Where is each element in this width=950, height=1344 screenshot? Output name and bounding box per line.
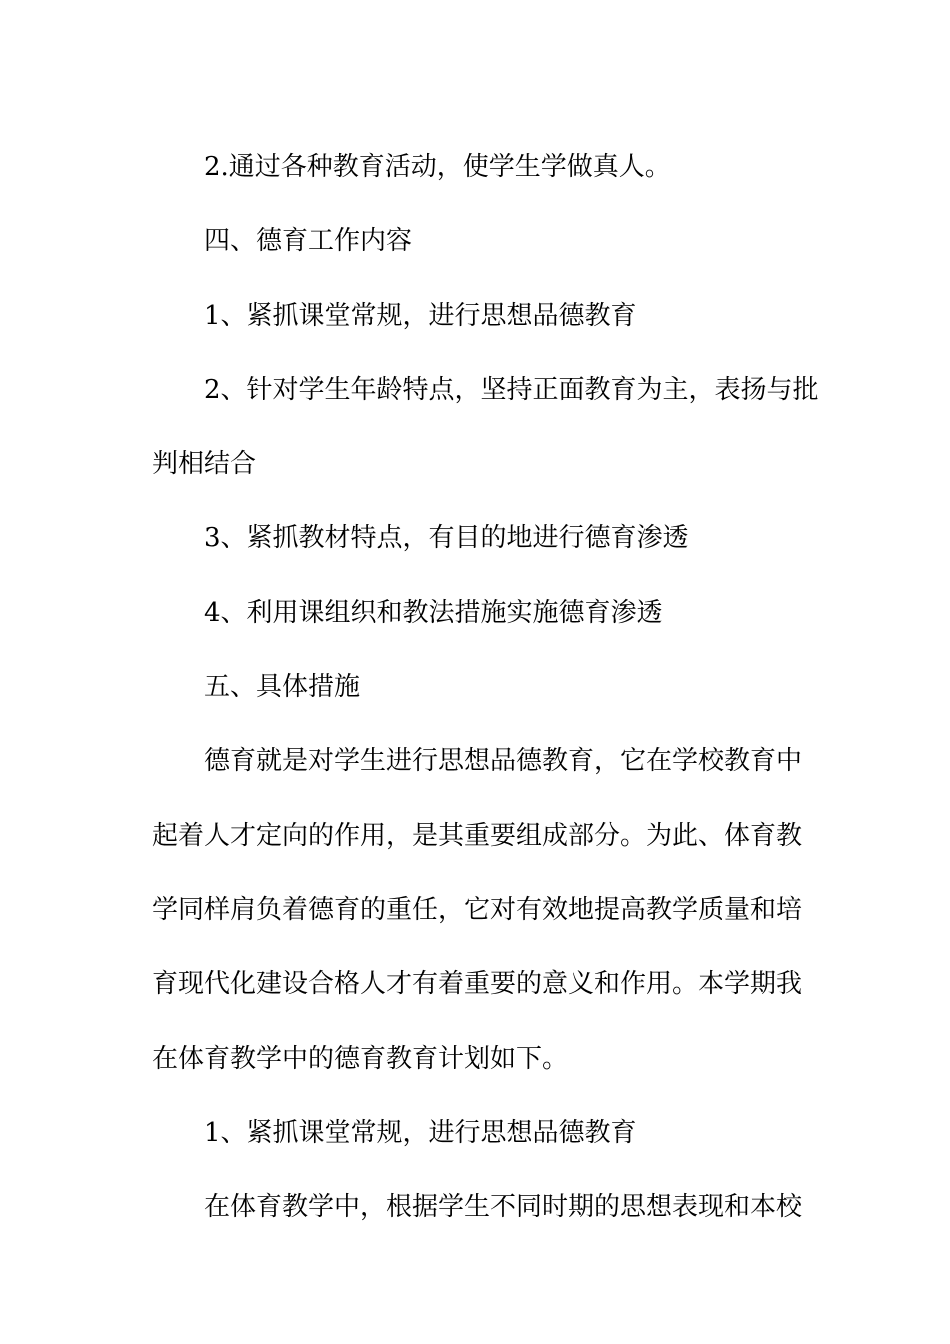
list-item-content-2-continued: 判相结合 — [152, 449, 257, 480]
paragraph-line: 德育就是对学生进行思想品德教育，它在学校教育中 — [204, 746, 803, 777]
section-heading-moral-content: 四、德育工作内容 — [204, 226, 413, 257]
subsection-heading-classroom: 1、紧抓课堂常规，进行思想品德教育 — [204, 1117, 637, 1148]
paragraph-line: 起着人才定向的作用，是其重要组成部分。为此、体育教 — [152, 820, 803, 851]
paragraph-line: 学同样肩负着德育的重任，它对有效地提高教学质量和培 — [152, 894, 803, 925]
document-page — [152, 130, 819, 1244]
list-item-goal-2: 2.通过各种教育活动，使学生学做真人。 — [204, 152, 671, 182]
paragraph-line: 在体育教学中的德育教育计划如下。 — [152, 1043, 569, 1074]
list-item-content-1: 1、紧抓课堂常规，进行思想品德教育 — [204, 300, 637, 331]
list-item-content-4: 4、利用课组织和教法措施实施德育渗透 — [204, 597, 663, 628]
list-item-content-2: 2、针对学生年龄特点，坚持正面教育为主，表扬与批 — [204, 374, 819, 405]
list-item-content-3: 3、紧抓教材特点，有目的地进行德育渗透 — [204, 523, 689, 554]
section-heading-measures: 五、具体措施 — [204, 672, 361, 703]
paragraph-line: 育现代化建设合格人才有着重要的意义和作用。本学期我 — [152, 969, 803, 1000]
paragraph-line: 在体育教学中，根据学生不同时期的思想表现和本校 — [204, 1192, 803, 1223]
